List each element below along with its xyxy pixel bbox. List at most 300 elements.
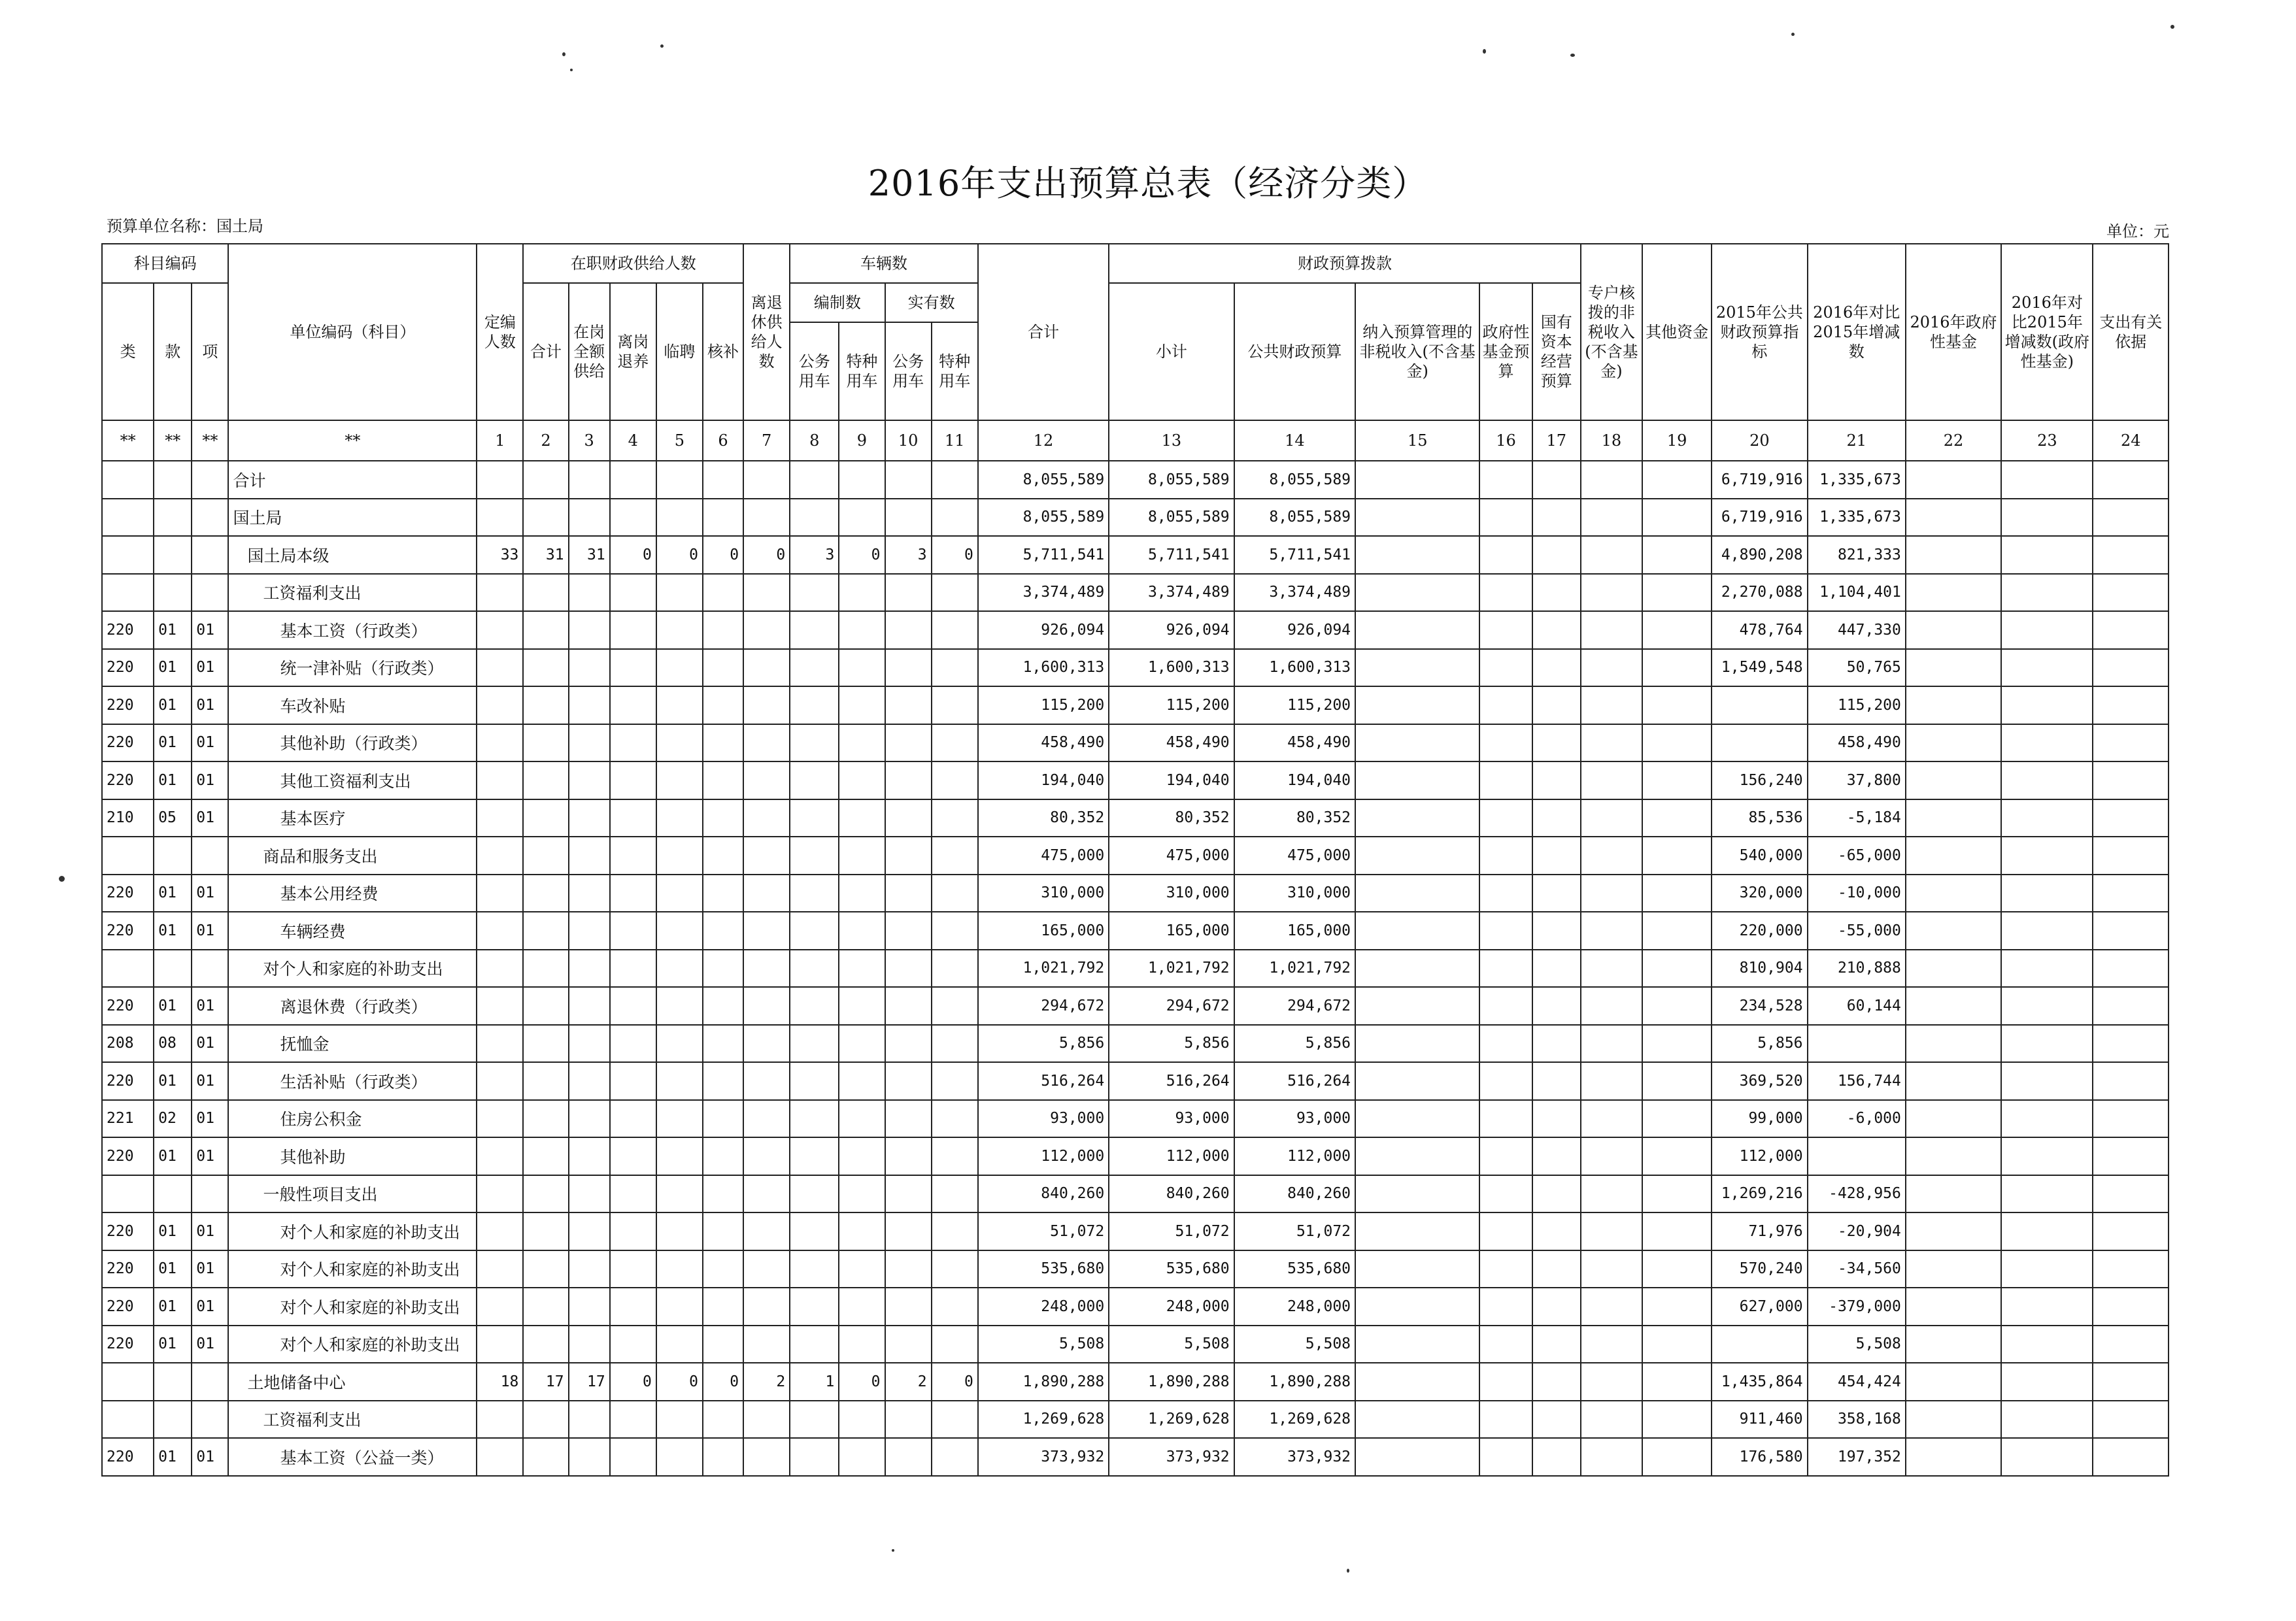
cell-count [885, 1137, 932, 1175]
cell-amount: 115,200 [1234, 686, 1355, 724]
cell-lei: 221 [102, 1100, 154, 1138]
cell-amount [1479, 912, 1532, 950]
cell-count [839, 1025, 885, 1063]
table-row [102, 1363, 2169, 1401]
cell-amount [1642, 1363, 1712, 1401]
cell-count [743, 1025, 790, 1063]
header-basis: 支出有关依据 [2093, 244, 2169, 420]
cell-amount: 320,000 [1712, 875, 1807, 912]
cell-count [743, 912, 790, 950]
cell-amount [1581, 1438, 1642, 1476]
cell-amount [1642, 611, 1712, 649]
cell-count [703, 1438, 743, 1476]
header-special-nontax: 专户核拨的非税收入(不含基金) [1581, 244, 1642, 420]
column-number: 18 [1581, 420, 1642, 461]
cell-amount: 1,600,313 [1234, 649, 1355, 687]
cell-amount [2093, 1438, 2169, 1476]
cell-count [610, 950, 656, 988]
header-diff-gov-fund: 2016年对比2015年增减数(政府性基金) [2001, 244, 2093, 420]
cell-amount: 6,719,916 [1712, 499, 1807, 537]
cell-amount: 5,711,541 [1234, 536, 1355, 574]
cell-amount [2093, 1100, 2169, 1138]
cell-amount [1479, 1288, 1532, 1326]
cell-item-name: 商品和服务支出 [228, 837, 477, 875]
header-nontax-income: 纳入预算管理的非税收入(不含基金) [1355, 283, 1479, 420]
cell-kuan [154, 536, 192, 574]
cell-count [656, 499, 703, 537]
cell-kuan: 01 [154, 1062, 192, 1100]
cell-amount [1479, 686, 1532, 724]
cell-amount [1581, 1326, 1642, 1363]
table-row [102, 1175, 2169, 1213]
cell-lei [102, 1175, 154, 1213]
cell-amount: 1,269,628 [1234, 1401, 1355, 1439]
cell-xiang: 01 [192, 799, 228, 837]
cell-item-name: 工资福利支出 [228, 1401, 477, 1439]
cell-amount: 5,508 [1109, 1326, 1234, 1363]
cell-amount: 99,000 [1712, 1100, 1807, 1138]
cell-amount [2001, 761, 2093, 799]
cell-kuan [154, 950, 192, 988]
cell-amount: 475,000 [978, 837, 1109, 875]
cell-amount: 194,040 [1109, 761, 1234, 799]
cell-amount: 475,000 [1109, 837, 1234, 875]
cell-count [477, 987, 523, 1025]
cell-amount [1479, 536, 1532, 574]
cell-amount [1642, 724, 1712, 762]
cell-count [932, 1175, 978, 1213]
cell-amount [2093, 574, 2169, 612]
cell-amount: 1,890,288 [1109, 1363, 1234, 1401]
cell-amount [1581, 536, 1642, 574]
cell-count [523, 1438, 568, 1476]
cell-count [839, 1438, 885, 1476]
cell-count [790, 1062, 839, 1100]
cell-amount: 8,055,589 [1109, 499, 1234, 537]
header-retired-supply: 离退休供给人数 [743, 244, 790, 420]
cell-count [656, 1326, 703, 1363]
cell-amount: 1,435,864 [1712, 1363, 1807, 1401]
cell-amount: 310,000 [1234, 875, 1355, 912]
cell-amount [2001, 1025, 2093, 1063]
cell-amount [2093, 1401, 2169, 1439]
cell-amount [1581, 686, 1642, 724]
cell-count: 33 [477, 536, 523, 574]
cell-count [569, 724, 610, 762]
cell-amount [1642, 761, 1712, 799]
cell-count [477, 1100, 523, 1138]
cell-count [610, 724, 656, 762]
cell-count [790, 1175, 839, 1213]
cell-count [477, 461, 523, 499]
cell-amount [1355, 1212, 1479, 1250]
column-number: 4 [610, 420, 656, 461]
cell-count [743, 1137, 790, 1175]
cell-item-name: 对个人和家庭的补助支出 [228, 1250, 477, 1288]
table-row [102, 611, 2169, 649]
cell-kuan [154, 499, 192, 537]
cell-lei: 220 [102, 1326, 154, 1363]
cell-amount [1355, 574, 1479, 612]
cell-count [656, 761, 703, 799]
cell-amount [2093, 499, 2169, 537]
header-sum-total: 合计 [978, 244, 1109, 420]
cell-xiang: 01 [192, 1062, 228, 1100]
cell-count [743, 987, 790, 1025]
cell-amount [1355, 987, 1479, 1025]
cell-amount [2001, 1250, 2093, 1288]
cell-count: 31 [569, 536, 610, 574]
cell-amount [1532, 950, 1581, 988]
cell-item-name: 对个人和家庭的补助支出 [228, 1326, 477, 1363]
cell-amount [1355, 1288, 1479, 1326]
cell-amount [1906, 1175, 2001, 1213]
cell-amount [1532, 1100, 1581, 1138]
cell-amount [1712, 1326, 1807, 1363]
cell-amount: 115,200 [1109, 686, 1234, 724]
cell-amount [1532, 686, 1581, 724]
cell-xiang [192, 1175, 228, 1213]
cell-amount [1581, 987, 1642, 1025]
cell-count [569, 1438, 610, 1476]
cell-item-name: 基本工资（行政类） [228, 611, 477, 649]
cell-amount [2093, 1137, 2169, 1175]
cell-count [703, 1326, 743, 1363]
cell-amount [1642, 1062, 1712, 1100]
cell-amount: 156,744 [1808, 1062, 1906, 1100]
cell-amount [1532, 875, 1581, 912]
cell-amount [1642, 987, 1712, 1025]
cell-amount: 1,549,548 [1712, 649, 1807, 687]
cell-count [610, 1326, 656, 1363]
cell-kuan: 01 [154, 686, 192, 724]
cell-xiang: 01 [192, 649, 228, 687]
cell-lei [102, 950, 154, 988]
cell-amount [2093, 1212, 2169, 1250]
cell-amount [2001, 1326, 2093, 1363]
cell-count [656, 724, 703, 762]
cell-count [610, 574, 656, 612]
cell-count [569, 1250, 610, 1288]
cell-count [703, 1025, 743, 1063]
cell-count [523, 837, 568, 875]
cell-amount: 310,000 [1109, 875, 1234, 912]
cell-amount [1906, 611, 2001, 649]
cell-amount [1532, 1288, 1581, 1326]
cell-amount: 5,856 [1109, 1025, 1234, 1063]
cell-amount: 5,711,541 [978, 536, 1109, 574]
cell-count [703, 1250, 743, 1288]
cell-count [743, 1062, 790, 1100]
cell-count [523, 1250, 568, 1288]
column-number: ** [228, 420, 477, 461]
cell-item-name: 其他工资福利支出 [228, 761, 477, 799]
cell-amount [1479, 724, 1532, 762]
cell-amount [1581, 1175, 1642, 1213]
cell-amount: -10,000 [1808, 875, 1906, 912]
cell-amount [1906, 875, 2001, 912]
column-number: 8 [790, 420, 839, 461]
cell-count [610, 1288, 656, 1326]
header-offpost-retire: 离岗退养 [610, 283, 656, 420]
cell-count [932, 1100, 978, 1138]
header-staff-total: 合计 [523, 283, 568, 420]
cell-count [790, 499, 839, 537]
cell-amount [1906, 799, 2001, 837]
cell-amount: 60,144 [1808, 987, 1906, 1025]
cell-amount [1906, 761, 2001, 799]
cell-count [790, 799, 839, 837]
cell-count: 3 [885, 536, 932, 574]
cell-lei [102, 574, 154, 612]
cell-item-name: 基本医疗 [228, 799, 477, 837]
cell-count [610, 1175, 656, 1213]
cell-amount [1906, 1025, 2001, 1063]
cell-count: 0 [839, 536, 885, 574]
cell-amount: 821,333 [1808, 536, 1906, 574]
cell-count [839, 987, 885, 1025]
cell-count [743, 1250, 790, 1288]
cell-amount [1642, 1250, 1712, 1288]
cell-count [885, 649, 932, 687]
cell-amount [1479, 799, 1532, 837]
cell-amount: 1,269,628 [1109, 1401, 1234, 1439]
cell-count [569, 837, 610, 875]
cell-amount [1906, 1137, 2001, 1175]
cell-count [610, 1212, 656, 1250]
table-row [102, 724, 2169, 762]
cell-count [523, 1062, 568, 1100]
cell-count [743, 649, 790, 687]
cell-amount [1479, 1250, 1532, 1288]
cell-count [839, 912, 885, 950]
cell-amount: 1,335,673 [1808, 499, 1906, 537]
cell-lei [102, 1363, 154, 1401]
cell-count [477, 1250, 523, 1288]
cell-count: 0 [610, 1363, 656, 1401]
cell-count [839, 1137, 885, 1175]
cell-count [656, 1401, 703, 1439]
cell-count [932, 761, 978, 799]
header-other-funds: 其他资金 [1642, 244, 1712, 420]
cell-amount [2001, 1212, 2093, 1250]
cell-count [703, 1401, 743, 1439]
cell-amount: 516,264 [1234, 1062, 1355, 1100]
cell-count [477, 761, 523, 799]
column-number: 16 [1479, 420, 1532, 461]
cell-count [932, 724, 978, 762]
cell-amount: 1,890,288 [978, 1363, 1109, 1401]
cell-kuan: 01 [154, 875, 192, 912]
header-quota-official-car: 公务用车 [790, 322, 839, 420]
cell-count: 17 [569, 1363, 610, 1401]
cell-count [610, 649, 656, 687]
cell-count [477, 837, 523, 875]
cell-amount: 535,680 [1109, 1250, 1234, 1288]
cell-amount [1355, 799, 1479, 837]
cell-amount [1581, 1250, 1642, 1288]
cell-amount [1581, 761, 1642, 799]
cell-amount [2001, 950, 2093, 988]
cell-amount: 8,055,589 [1109, 461, 1234, 499]
cell-kuan: 05 [154, 799, 192, 837]
cell-amount [2001, 1363, 2093, 1401]
cell-count [839, 1062, 885, 1100]
cell-amount [1906, 499, 2001, 537]
cell-amount [2093, 649, 2169, 687]
cell-amount: 176,580 [1712, 1438, 1807, 1476]
column-number: 15 [1355, 420, 1479, 461]
cell-count [523, 1326, 568, 1363]
cell-amount: 447,330 [1808, 611, 1906, 649]
cell-count [656, 987, 703, 1025]
cell-amount: 926,094 [1234, 611, 1355, 649]
cell-count [743, 611, 790, 649]
cell-count [885, 837, 932, 875]
cell-count [523, 987, 568, 1025]
cell-amount [1906, 1212, 2001, 1250]
cell-amount [1532, 1062, 1581, 1100]
cell-amount: 516,264 [978, 1062, 1109, 1100]
scan-speck [892, 1549, 894, 1552]
cell-amount [1906, 686, 2001, 724]
cell-amount: 51,072 [1109, 1212, 1234, 1250]
cell-lei: 220 [102, 987, 154, 1025]
cell-count [703, 987, 743, 1025]
cell-amount [1479, 1363, 1532, 1401]
cell-amount [1642, 649, 1712, 687]
cell-count [569, 499, 610, 537]
cell-count [932, 574, 978, 612]
cell-lei [102, 536, 154, 574]
cell-count [610, 686, 656, 724]
cell-amount: 165,000 [1109, 912, 1234, 950]
cell-amount [2001, 875, 2093, 912]
cell-item-name: 离退休费（行政类） [228, 987, 477, 1025]
cell-count [932, 837, 978, 875]
cell-count [569, 686, 610, 724]
cell-amount: 37,800 [1808, 761, 1906, 799]
cell-count [523, 912, 568, 950]
cell-count: 18 [477, 1363, 523, 1401]
cell-count [610, 611, 656, 649]
cell-amount [1581, 1137, 1642, 1175]
cell-amount [1581, 950, 1642, 988]
cell-count: 3 [790, 536, 839, 574]
cell-count [790, 1326, 839, 1363]
cell-amount [1479, 649, 1532, 687]
cell-amount [1906, 1326, 2001, 1363]
cell-count [569, 987, 610, 1025]
cell-lei: 220 [102, 1250, 154, 1288]
cell-item-name: 国土局本级 [228, 536, 477, 574]
cell-amount [2093, 1363, 2169, 1401]
cell-amount [2093, 536, 2169, 574]
cell-amount [2093, 875, 2169, 912]
cell-amount [1532, 574, 1581, 612]
cell-xiang [192, 461, 228, 499]
cell-amount [2093, 611, 2169, 649]
cell-count [523, 574, 568, 612]
cell-amount: 840,260 [1234, 1175, 1355, 1213]
cell-amount [1355, 1025, 1479, 1063]
cell-count [523, 799, 568, 837]
column-number-row [102, 420, 2169, 461]
cell-amount: 627,000 [1712, 1288, 1807, 1326]
cell-count [743, 950, 790, 988]
cell-amount: 5,856 [978, 1025, 1109, 1063]
cell-count [569, 761, 610, 799]
cell-count [569, 875, 610, 912]
cell-amount [1906, 912, 2001, 950]
table-body [102, 461, 2169, 1476]
table-row [102, 1212, 2169, 1250]
cell-count [839, 837, 885, 875]
cell-count [932, 1212, 978, 1250]
cell-amount: 458,490 [1109, 724, 1234, 762]
cell-count [569, 649, 610, 687]
currency-unit-label: 单位：元 [2106, 222, 2169, 241]
cell-amount [1581, 1212, 1642, 1250]
cell-count [656, 912, 703, 950]
cell-xiang: 01 [192, 1137, 228, 1175]
cell-kuan: 01 [154, 724, 192, 762]
cell-amount [1532, 1363, 1581, 1401]
cell-count [569, 912, 610, 950]
cell-count [523, 761, 568, 799]
cell-amount [1355, 761, 1479, 799]
cell-count [703, 1288, 743, 1326]
cell-amount: 51,072 [978, 1212, 1109, 1250]
cell-xiang: 01 [192, 912, 228, 950]
cell-count [703, 799, 743, 837]
cell-count [839, 1175, 885, 1213]
cell-count [477, 1175, 523, 1213]
cell-amount: 5,508 [1234, 1326, 1355, 1363]
cell-count: 17 [523, 1363, 568, 1401]
column-number: 10 [885, 420, 932, 461]
cell-xiang [192, 574, 228, 612]
scan-speck [1347, 1569, 1349, 1573]
column-number: 2 [523, 420, 568, 461]
table-row [102, 1401, 2169, 1439]
cell-amount: 458,490 [1234, 724, 1355, 762]
cell-count [610, 1025, 656, 1063]
cell-lei: 220 [102, 1438, 154, 1476]
scan-speck [562, 52, 566, 56]
cell-amount: 911,460 [1712, 1401, 1807, 1439]
cell-lei: 220 [102, 761, 154, 799]
cell-count [885, 987, 932, 1025]
cell-amount [1906, 950, 2001, 988]
cell-count [790, 912, 839, 950]
header-staff-quota: 定编人数 [477, 244, 523, 420]
cell-count [839, 686, 885, 724]
cell-amount [1581, 1401, 1642, 1439]
cell-count [656, 649, 703, 687]
cell-lei: 220 [102, 875, 154, 912]
cell-amount [1479, 1438, 1532, 1476]
cell-count [790, 761, 839, 799]
cell-count [703, 761, 743, 799]
cell-amount [1532, 1025, 1581, 1063]
cell-amount [1906, 461, 2001, 499]
cell-item-name: 其他补助（行政类） [228, 724, 477, 762]
cell-count [656, 1212, 703, 1250]
cell-count [656, 1250, 703, 1288]
cell-xiang: 01 [192, 1025, 228, 1063]
cell-amount [1532, 799, 1581, 837]
